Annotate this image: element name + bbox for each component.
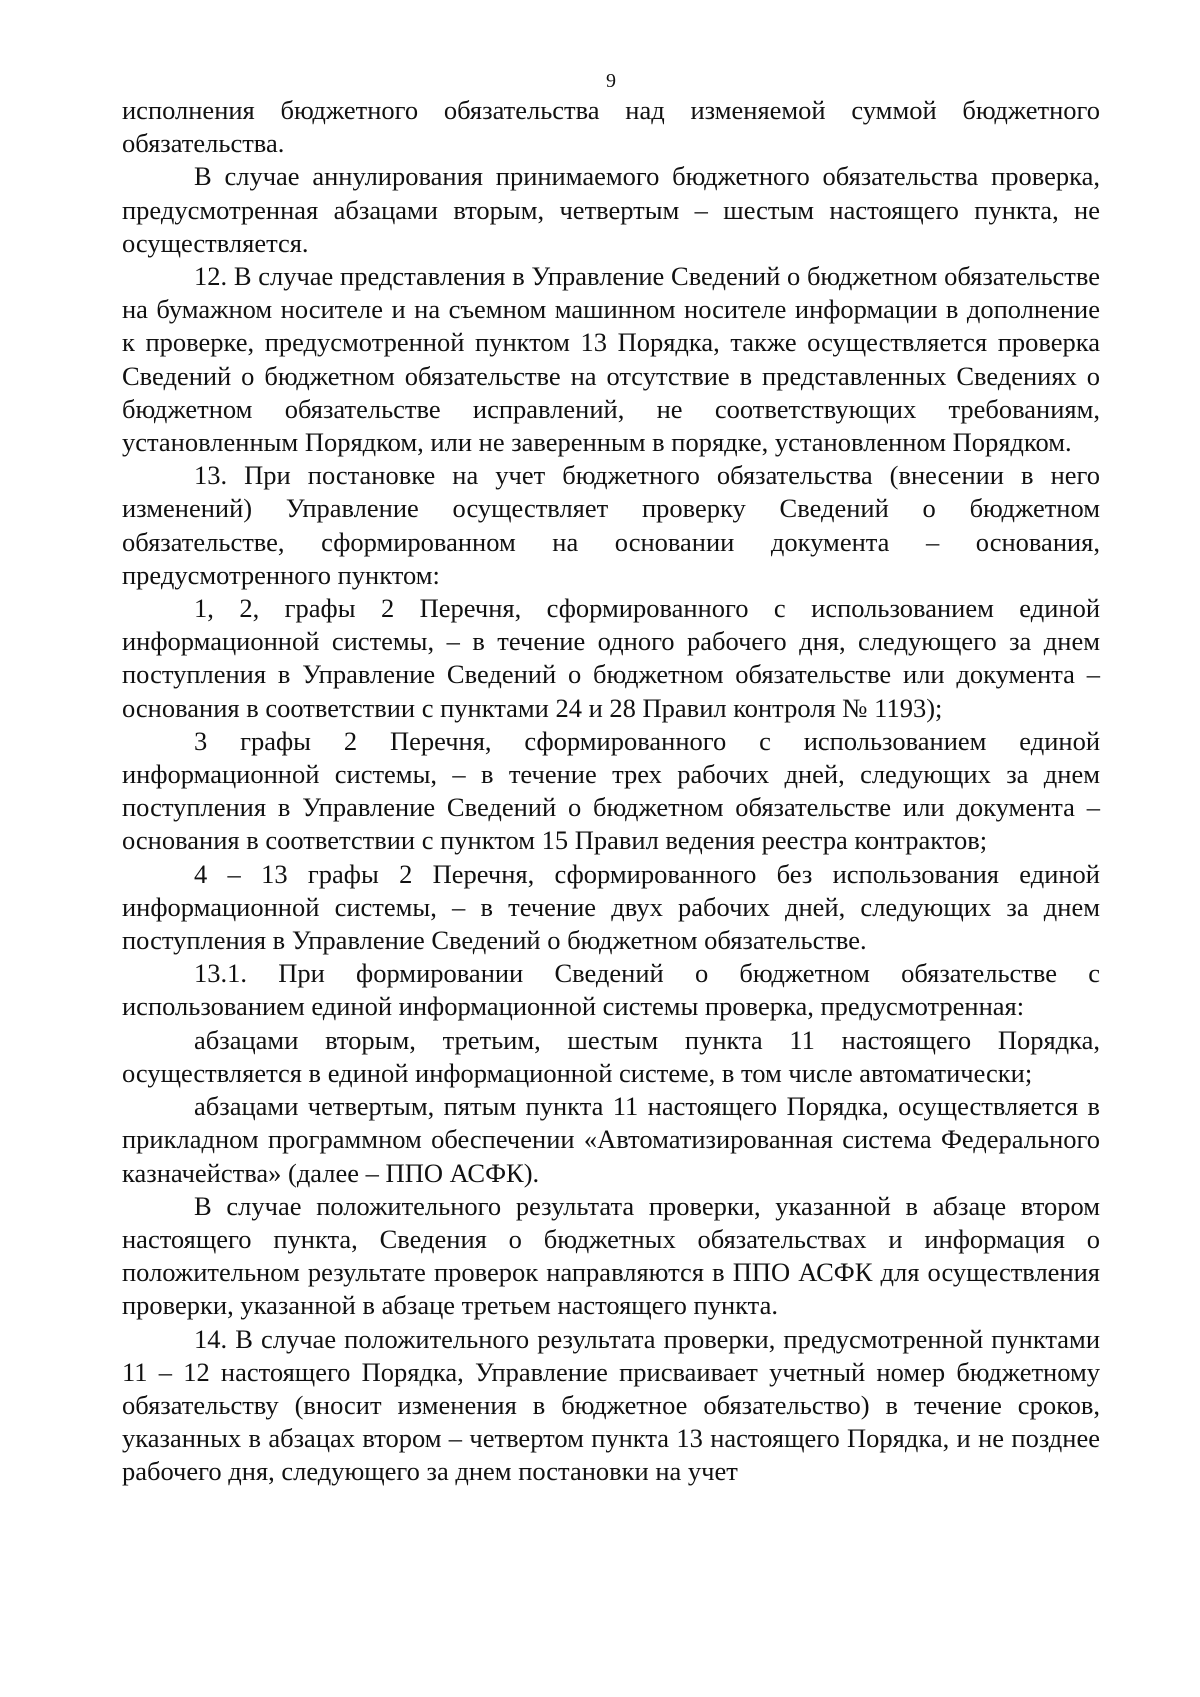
document-page [122, 70, 1100, 1489]
paragraph-13-items-1-2: 1, 2, графы 2 Перечня, сформированного с использованием единой информационной системы, – в течение одного рабочего дня, следующего за днем поступления в Управление Сведений о бюджетном обязательстве или документа – основания в соответствии с пунктами 24 и 28 Правил контроля № 1193); [122, 593, 1100, 723]
paragraph-13-1-eis-check: 13.1. При формировании Сведений о бюджетном обязательстве с использованием единой информационной системы проверка, предусмотренная: [122, 958, 1100, 1022]
paragraph-13-1-positive-result: В случае положительного результата проверки, указанной в абзаце втором настоящего пункта, Сведения о бюджетных обязательствах и информация о положительном результате проверок направляются в ППО АСФК для осуществления проверки, указанной в абзаце третьем настоящего пункта. [122, 1190, 1100, 1321]
paragraph-14-account-number: 14. В случае положительного результата проверки, предусмотренной пунктами 11 – 12 настоящего Порядка, Управление присваивает учетный номер бюджетному обязательству (вносит изменения в бюджетное обязательство) в течение сроков, указанных в абзацах втором – четвертом пункта 13 настоящего Порядка, и не позднее рабочего дня, следующего за днем постановки на учет [122, 1323, 1100, 1487]
paragraph-13-items-4-13: 4 – 13 графы 2 Перечня, сформированного без использования единой информационной системы, – в течение двух рабочих дней, следующих за днем поступления в Управление Сведений о бюджетном обязательстве. [122, 858, 1100, 956]
page-number: 9 [606, 70, 616, 92]
paragraph-annulment-check: В случае аннулирования принимаемого бюджетного обязательства проверка, предусмотренная абзацами вторым, четвертым – шестым настоящего пункта, не осуществляется. [122, 161, 1100, 258]
paragraph-13-1-ppo-asfk: абзацами четвертым, пятым пункта 11 настоящего Порядка, осуществляется в прикладном программном обеспечении «Автоматизированная система Федерального казначейства» (далее – ППО АСФК). [122, 1091, 1100, 1188]
paragraph-12-paper-media: 12. В случае представления в Управление Сведений о бюджетном обязательстве на бумажном носителе и на съемном машинном носителе информации в дополнение к проверке, предусмотренной пунктом 13 Порядка, также осуществляется проверка Сведений о бюджетном обязательстве на отсутствие в представленных Сведениях о бюджетном обязательстве исправлений, не соответствующих требованиям, установленным Порядком, или не заверенным в порядке, установленном Порядком. [122, 261, 1100, 458]
paragraph-13-1-eis-subitems: абзацами вторым, третьим, шестым пункта 11 настоящего Порядка, осуществляется в единой информационной системе, в том числе автоматически; [122, 1024, 1100, 1088]
paragraph-13-item-3: 3 графы 2 Перечня, сформированного с использованием единой информационной системы, – в течение трех рабочих дней, следующих за днем поступления в Управление Сведений о бюджетном обязательстве или документа – основания в соответствии с пунктом 15 Правил ведения реестра контрактов; [122, 725, 1100, 856]
paragraph-continuation: исполнения бюджетного обязательства над изменяемой суммой бюджетного обязательства. [122, 95, 1100, 159]
paragraph-13-registration-check: 13. При постановке на учет бюджетного обязательства (внесении в него изменений) Управление осуществляет проверку Сведений о бюджетном обязательстве, сформированном на основании документа – основания, предусмотренного пунктом: [122, 460, 1100, 590]
